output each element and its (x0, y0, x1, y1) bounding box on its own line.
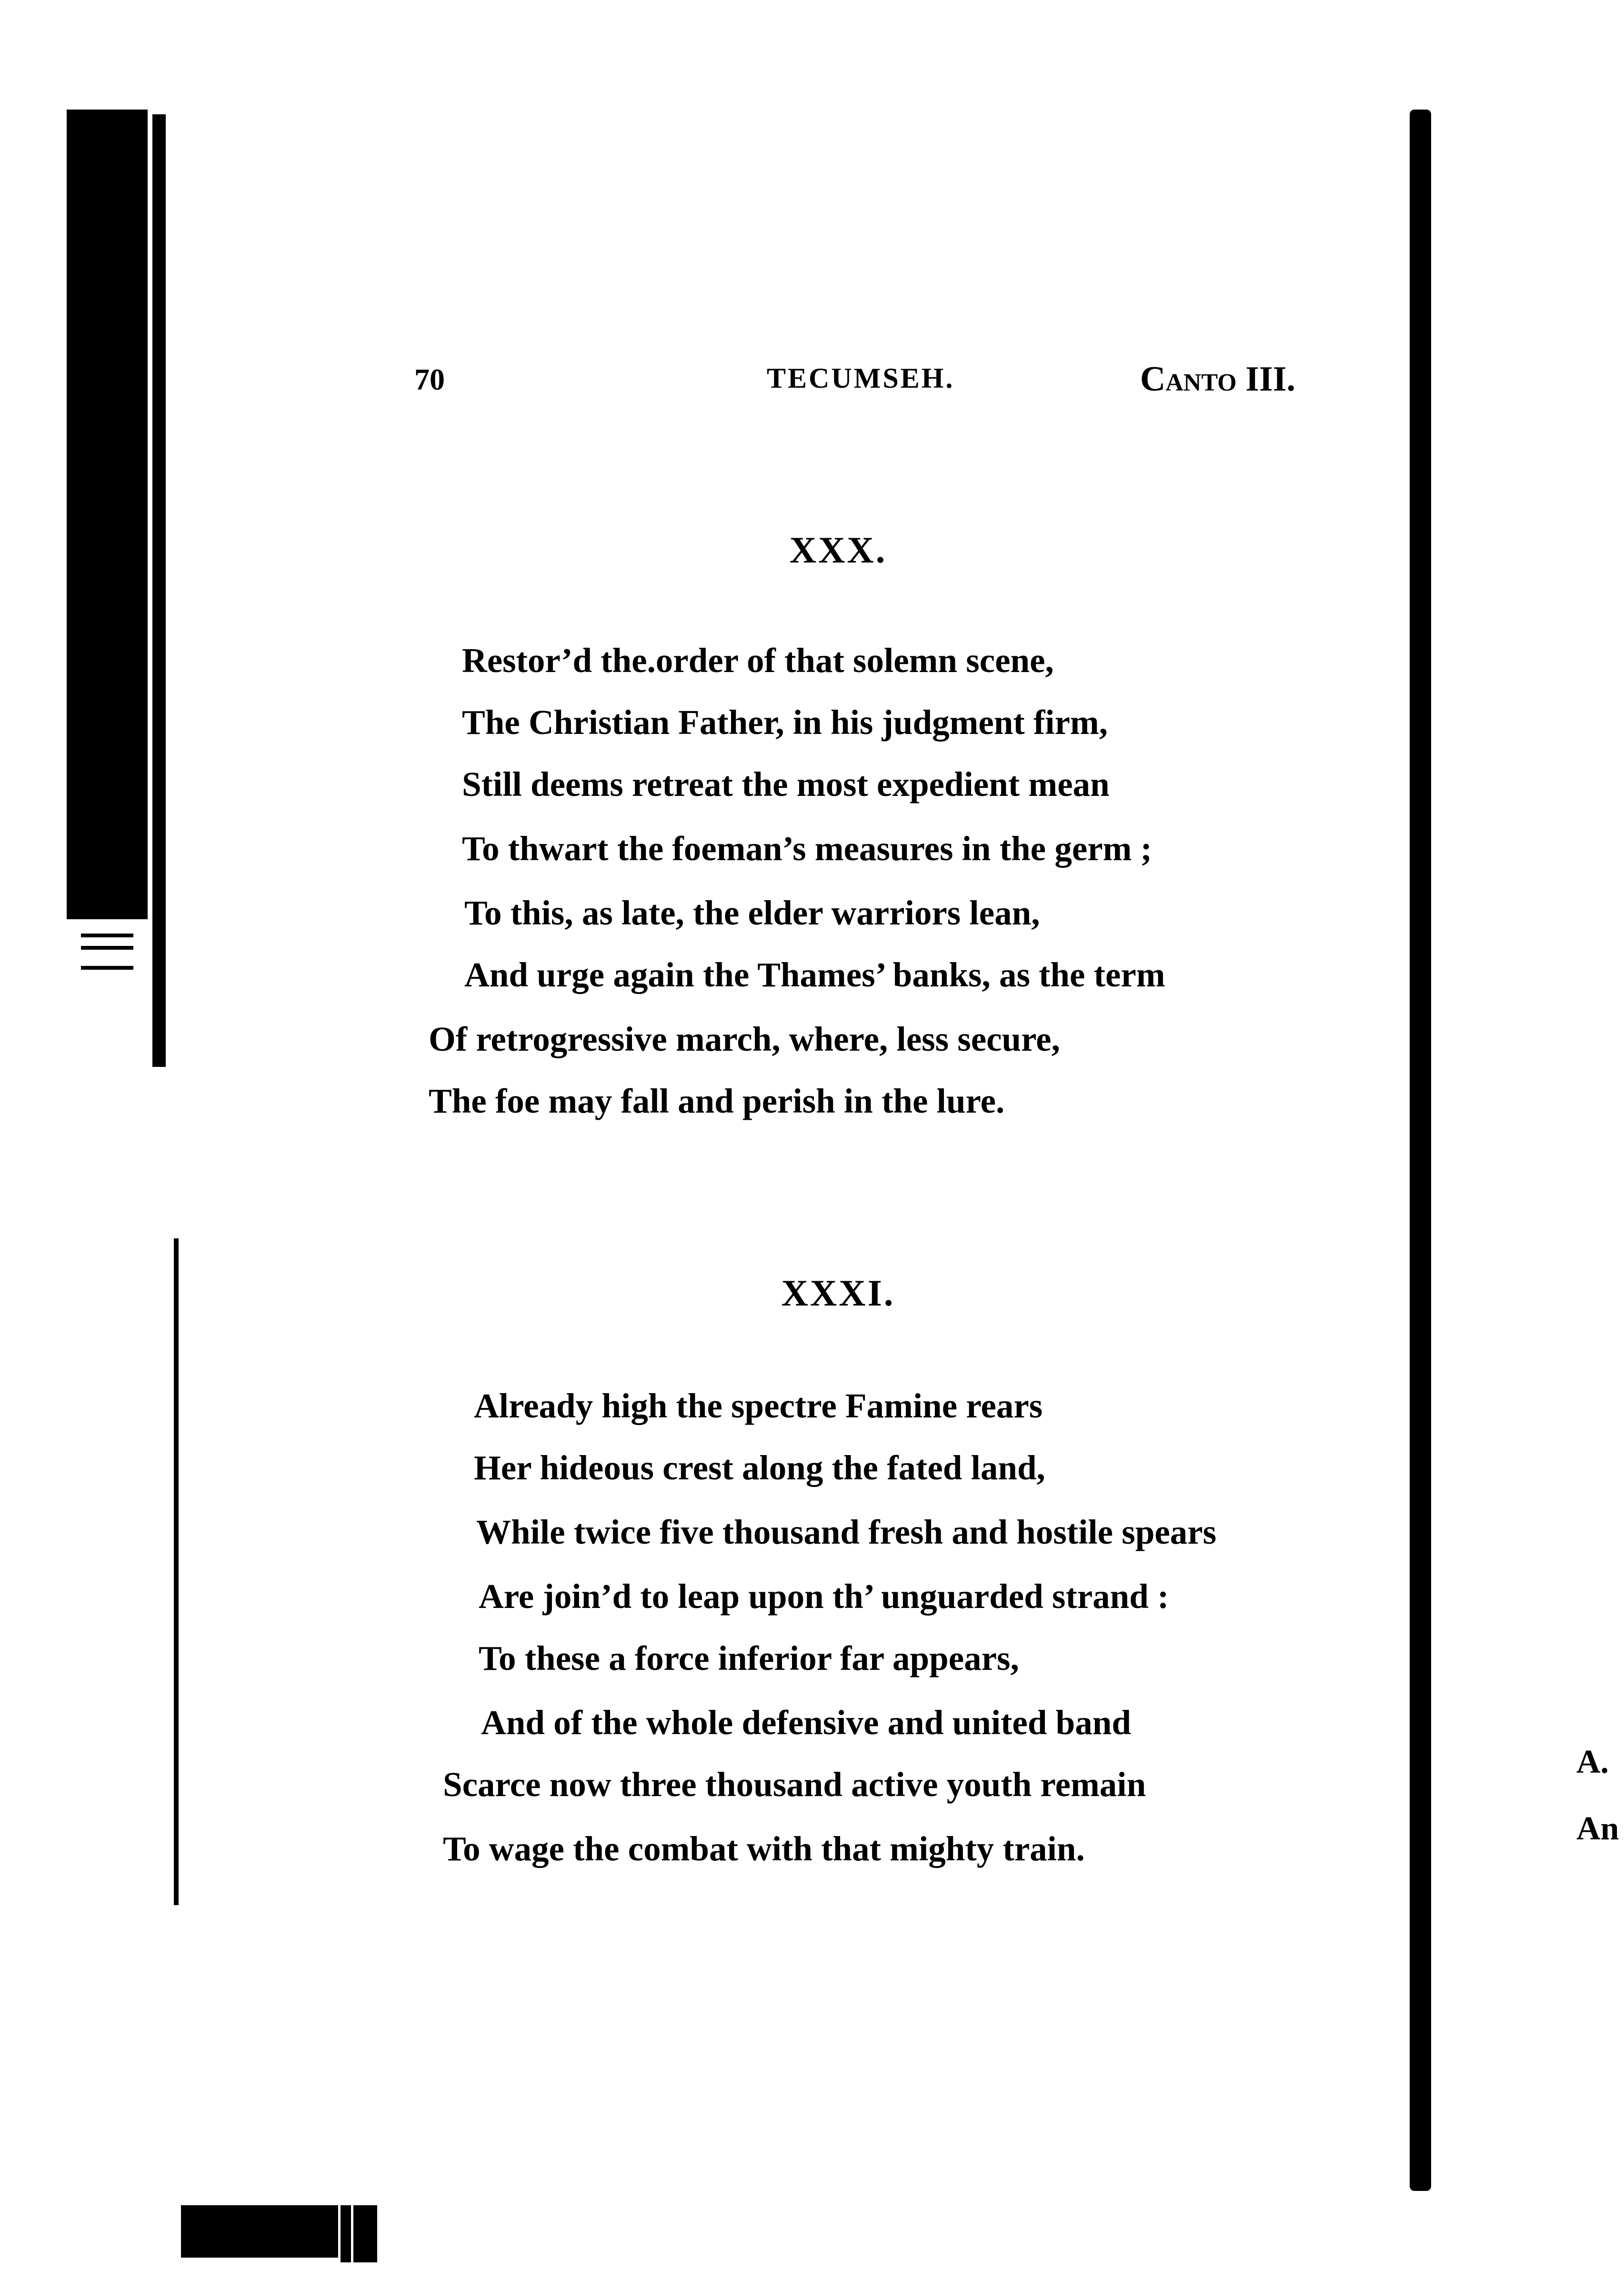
page-number: 70 (414, 362, 445, 396)
facing-page-fragment: An (1576, 1810, 1619, 1847)
canto-label: Canto III. (1140, 360, 1295, 399)
verse-line: And urge again the Thames’ banks, as the term (464, 955, 1165, 994)
stanza-number: XXX. (789, 529, 887, 571)
verse-line: To wage the combat with that mighty train. (443, 1829, 1085, 1868)
verse-line: Scarce now three thousand active youth remain (443, 1765, 1146, 1804)
verse-line: To thwart the foeman’s measures in the germ ; (462, 829, 1152, 868)
page-edge-shadow (1410, 110, 1431, 2191)
margin-rule-marks (81, 934, 133, 970)
verse-line: Restor’d the.order of that solemn scene, (462, 641, 1054, 680)
binding-shadow (67, 110, 148, 919)
verse-line: To these a force inferior far appears, (479, 1639, 1019, 1677)
stanza-number: XXXI. (781, 1272, 895, 1314)
verse-line: The Christian Father, in his judgment firm, (462, 703, 1108, 742)
verse-line: Her hideous crest along the fated land, (474, 1448, 1045, 1487)
running-title: TECUMSEH. (767, 362, 955, 394)
bottom-ink-bar (353, 2205, 377, 2262)
bottom-ink-bar (341, 2205, 351, 2262)
verse-line: To this, as late, the elder warriors lean, (464, 894, 1040, 932)
verse-line: Are join’d to leap upon th’ unguarded strand : (479, 1577, 1169, 1616)
binding-edge-strip (174, 1238, 179, 1905)
verse-line: And of the whole defensive and united band (481, 1703, 1131, 1742)
verse-line: While twice five thousand fresh and hostile spears (476, 1513, 1217, 1551)
bottom-ink-smudge (181, 2205, 338, 2258)
running-head (414, 362, 1295, 410)
facing-page-fragment: A. (1576, 1744, 1609, 1780)
verse-line: Already high the spectre Famine rears (474, 1386, 1043, 1425)
verse-line: Still deems retreat the most expedient mean (462, 765, 1110, 804)
verse-line: The foe may fall and perish in the lure. (429, 1082, 1005, 1120)
binding-shadow-inner (152, 114, 166, 1067)
verse-line: Of retrogressive march, where, less secure, (429, 1020, 1060, 1058)
